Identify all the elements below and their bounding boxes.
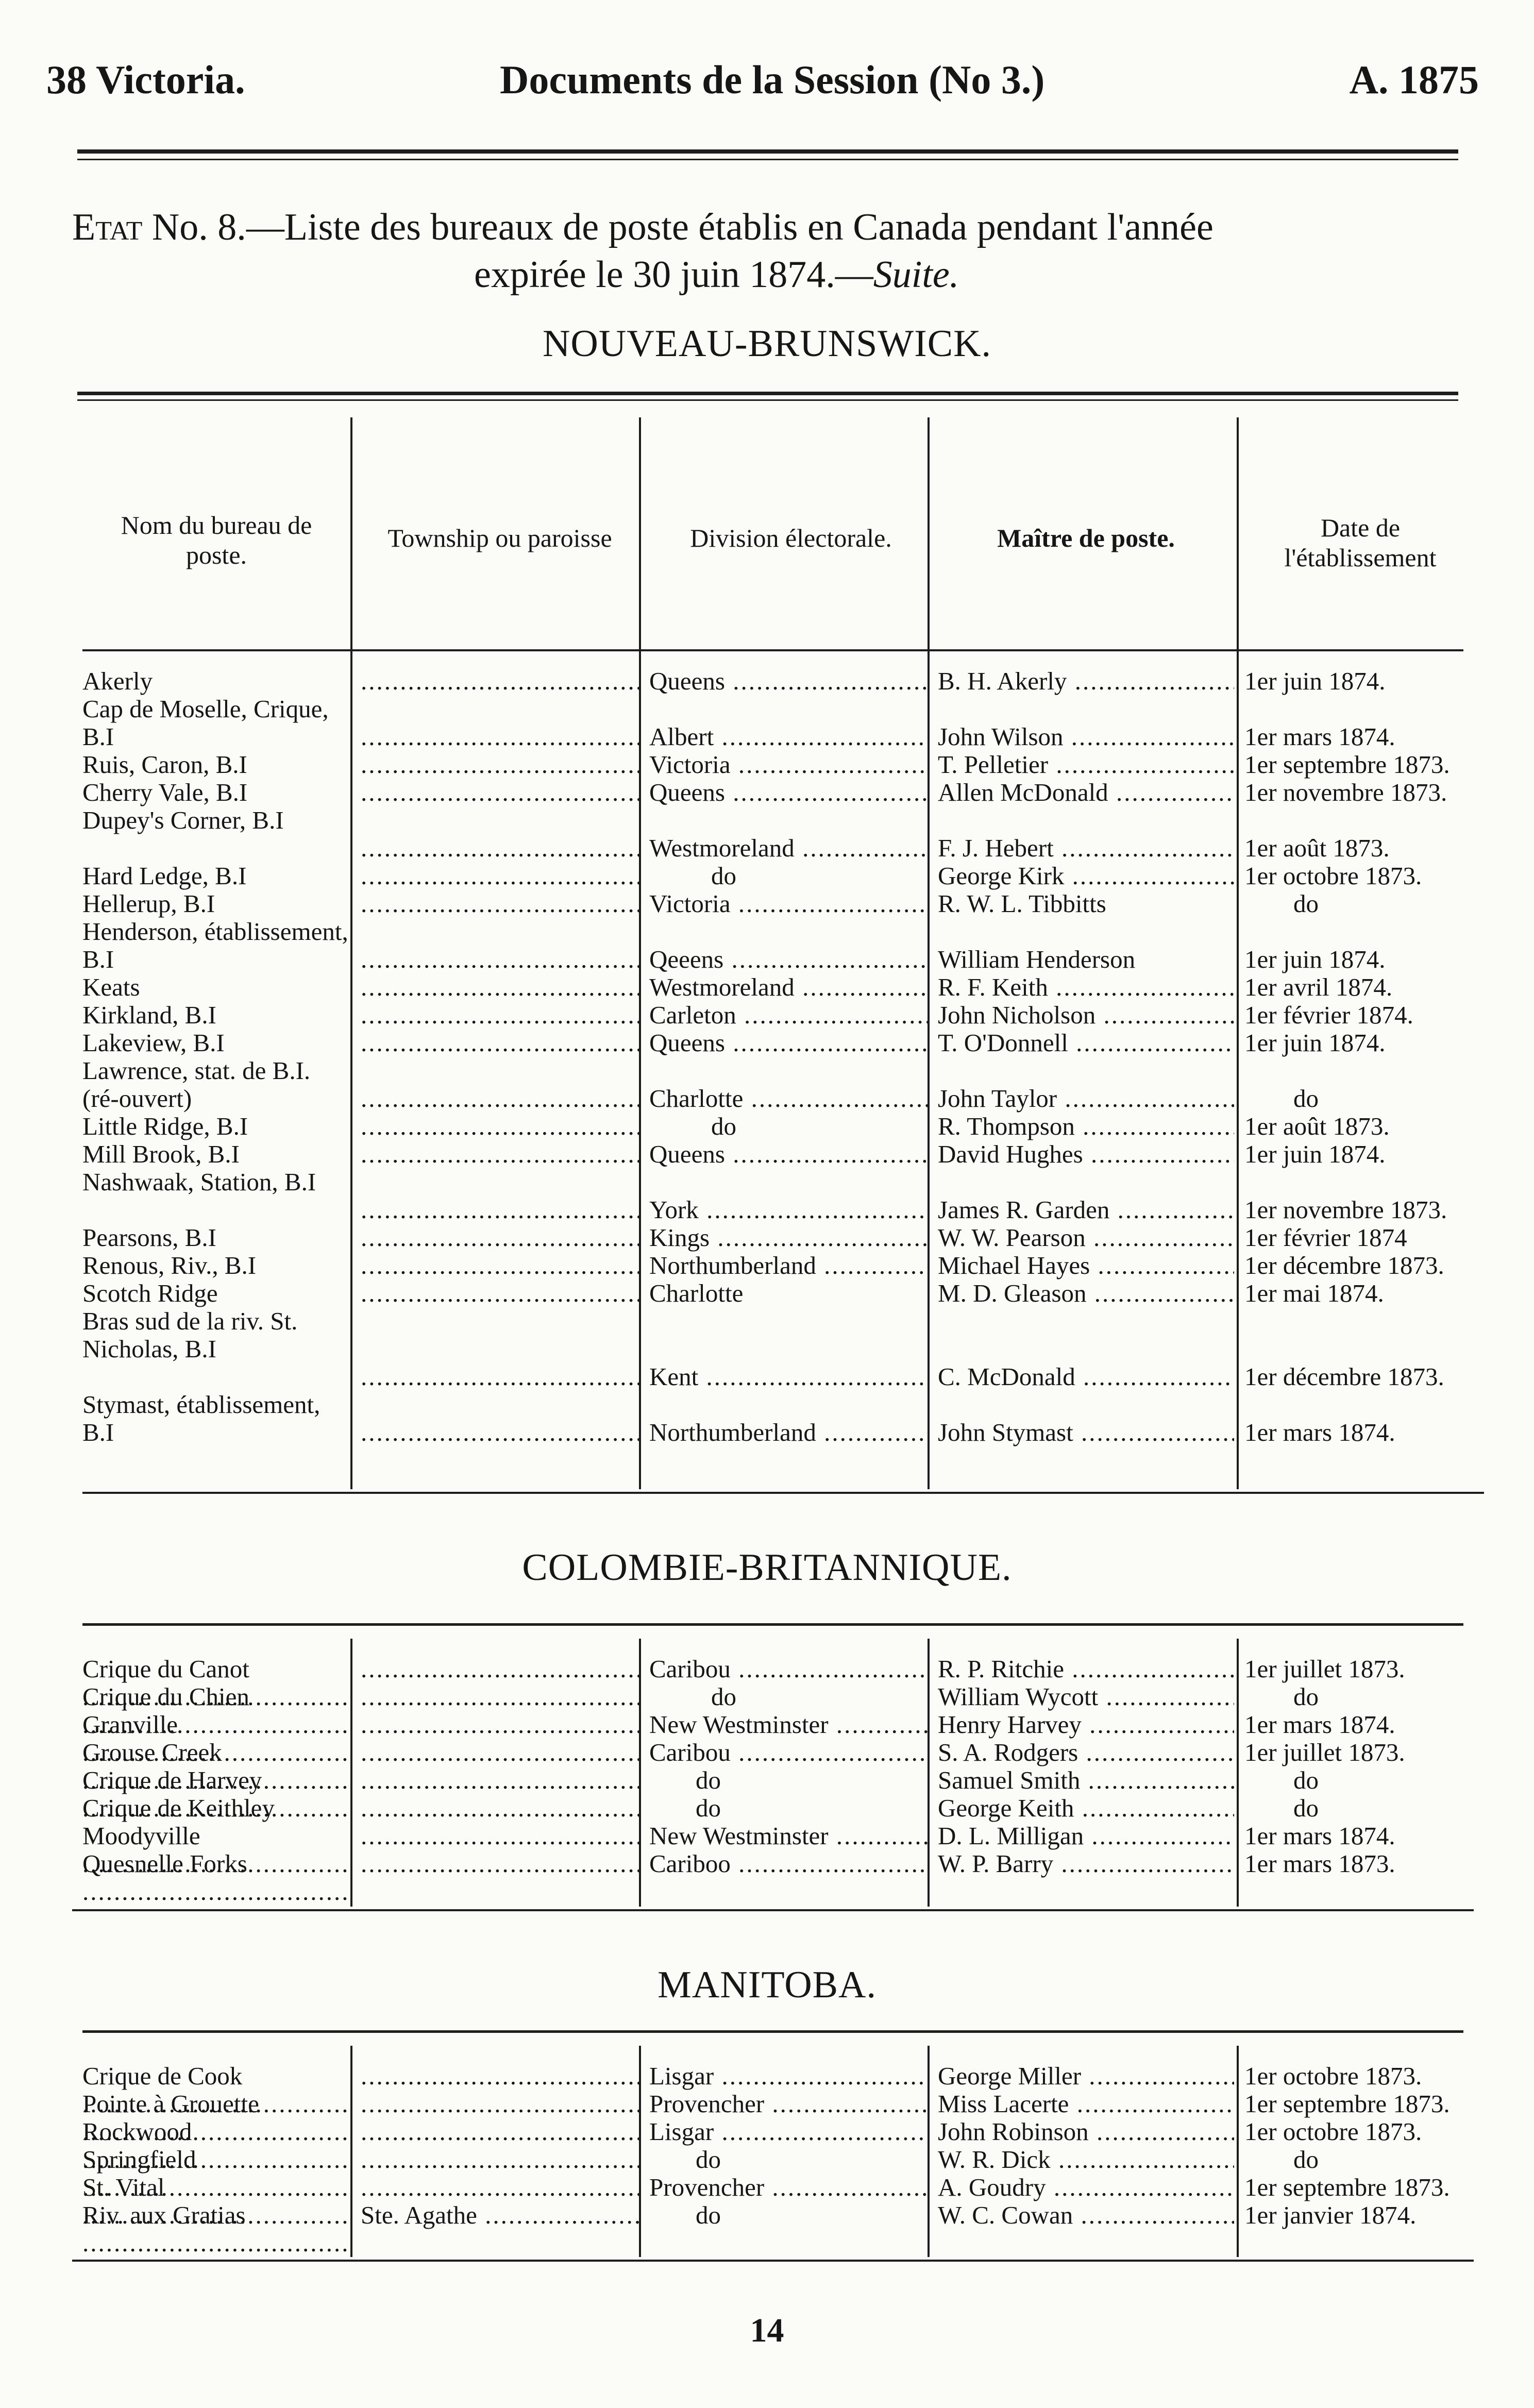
cell-name: Little Ridge, B.I <box>82 1113 248 1140</box>
header-rule-thin <box>77 159 1458 160</box>
cell-township <box>361 973 639 1001</box>
cell-name: Nashwaak, Station, B.I <box>82 1168 316 1196</box>
cell-postmaster: George Miller ..... <box>938 2062 1234 2090</box>
cell-name: Quesnelle Forks ..... <box>82 1850 350 1906</box>
cell-division: Albert ..... <box>649 723 928 751</box>
cell-division: New Westminster ..... <box>649 1711 928 1739</box>
cell-postmaster: R. Thompson ..... <box>938 1113 1234 1140</box>
cell-township <box>361 779 639 806</box>
etat-title-2: expirée le 30 juin 1874.— <box>474 254 873 296</box>
col-divider <box>928 417 930 1489</box>
cell-name: Ruis, Caron, B.I <box>82 751 247 779</box>
section-rule <box>77 399 1458 401</box>
cell-division: Charlotte ..... <box>649 1085 928 1113</box>
cell-postmaster: R. P. Ritchie ..... <box>938 1655 1234 1683</box>
col-divider <box>1237 417 1239 1489</box>
cell-township <box>361 1196 639 1224</box>
cell-postmaster: Henry Harvey ..... <box>938 1711 1234 1739</box>
cell-name: Crique du Chien ..... <box>82 1683 350 1739</box>
cell-name: Hellerup, B.I <box>82 890 215 918</box>
header-right: A. 1875 <box>1349 57 1479 102</box>
cell-division: Qeeens ..... <box>649 946 928 973</box>
cell-date: 1er septembre 1873. <box>1244 2090 1450 2118</box>
cell-name: Crique de Keithley <box>82 1794 275 1822</box>
col-divider <box>639 2046 641 2257</box>
cell-division: Queens ..... <box>649 1140 928 1168</box>
cell-date: 1er janvier 1874. <box>1244 2201 1417 2229</box>
cell-date: 1er octobre 1873. <box>1244 2118 1422 2146</box>
cell-division: do <box>696 1766 721 1794</box>
col-divider <box>1237 2046 1239 2257</box>
cell-township <box>361 2062 639 2090</box>
cell-township <box>361 2118 639 2146</box>
section-title-colombie-britannique: COLOMBIE-BRITANNIQUE. <box>522 1546 1012 1589</box>
cell-name: Crique de Harvey ..... <box>82 1766 350 1822</box>
cell-division: Carleton ..... <box>649 1001 928 1029</box>
cell-date: 1er juin 1874. <box>1244 1140 1386 1168</box>
cell-division: Victoria ..... <box>649 890 928 918</box>
section-title-nouveau-brunswick: NOUVEAU-BRUNSWICK. <box>542 323 992 365</box>
cell-township <box>361 1140 639 1168</box>
cell-division: Victoria ..... <box>649 751 928 779</box>
cell-date: 1er mars 1874. <box>1244 1711 1395 1739</box>
cell-postmaster: S. A. Rodgers ..... <box>938 1739 1234 1766</box>
cell-date: do <box>1293 1794 1319 1822</box>
cell-date: 1er octobre 1873. <box>1244 2062 1422 2090</box>
cell-date: 1er mars 1873. <box>1244 1850 1395 1878</box>
cell-date: 1er décembre 1873. <box>1244 1252 1444 1279</box>
cell-date: do <box>1293 1766 1319 1794</box>
cell-name: Mill Brook, B.I <box>82 1140 240 1168</box>
cell-postmaster: William Wycott ..... <box>938 1683 1234 1711</box>
table-top-rule <box>82 1623 1463 1626</box>
cell-postmaster: C. McDonald ..... <box>938 1363 1234 1391</box>
cell-postmaster: Samuel Smith ..... <box>938 1766 1234 1794</box>
cell-township <box>361 834 639 862</box>
cell-township <box>361 1766 639 1794</box>
cell-date: do <box>1293 2146 1319 2174</box>
cell-postmaster: R. F. Keith ..... <box>938 973 1234 1001</box>
cell-township <box>361 1794 639 1822</box>
header-bottom-rule <box>82 649 1463 651</box>
cell-division: Provencher ..... <box>649 2174 928 2201</box>
cell-postmaster: George Kirk ..... <box>938 862 1234 890</box>
cell-name: Springfield ..... <box>82 2146 350 2201</box>
cell-name: Hard Ledge, B.I <box>82 862 247 890</box>
table-nouveau-brunswick <box>82 407 1463 1494</box>
cell-township <box>361 1085 639 1113</box>
cell-name: Riv. aux Gratias ..... <box>82 2201 350 2257</box>
cell-township <box>361 1739 639 1766</box>
cell-postmaster: John Taylor ..... <box>938 1085 1234 1113</box>
cell-date: 1er juin 1874. <box>1244 667 1386 695</box>
cell-division: do <box>711 1683 736 1711</box>
cell-postmaster: Allen McDonald ..... <box>938 779 1234 806</box>
col-head-division: Division électorale. <box>690 524 892 552</box>
cell-date: 1er mai 1874. <box>1244 1279 1384 1307</box>
cell-township <box>361 1363 639 1391</box>
cell-name: Renous, Riv., B.I <box>82 1252 257 1279</box>
table-colombie-britannique <box>82 1623 1463 1912</box>
cell-postmaster: John Robinson ..... <box>938 2118 1234 2146</box>
cell-date: 1er novembre 1873. <box>1244 1196 1447 1224</box>
etat-label: Etat <box>72 206 143 248</box>
cell-division: Kent ..... <box>649 1363 928 1391</box>
cell-division: Charlotte <box>649 1279 744 1307</box>
cell-postmaster: W. C. Cowan ..... <box>938 2201 1234 2229</box>
cell-division: Westmoreland ..... <box>649 973 928 1001</box>
cell-date: 1er février 1874 <box>1244 1224 1407 1252</box>
cell-division: Provencher ..... <box>649 2090 928 2118</box>
cell-name: Bras sud de la riv. St. Nicholas, B.I <box>82 1307 298 1363</box>
cell-date: 1er février 1874. <box>1244 1001 1413 1029</box>
cell-township <box>361 1252 639 1279</box>
cell-township <box>361 667 639 695</box>
cell-division: Caribou ..... <box>649 1739 928 1766</box>
cell-township <box>361 1113 639 1140</box>
cell-township <box>361 1001 639 1029</box>
cell-date: 1er novembre 1873. <box>1244 779 1447 806</box>
cell-date: 1er mars 1874. <box>1244 1822 1395 1850</box>
cell-name: Granville ..... <box>82 1711 350 1766</box>
cell-postmaster: A. Goudry ..... <box>938 2174 1234 2201</box>
table-top-rule <box>82 2030 1463 2033</box>
cell-township: Ste. Agathe ..... <box>361 2201 639 2229</box>
table-bottom-rule <box>72 1909 1474 1911</box>
cell-postmaster: James R. Garden ..... <box>938 1196 1234 1224</box>
cell-division: Queens ..... <box>649 667 928 695</box>
cell-postmaster: John Wilson ..... <box>938 723 1234 751</box>
cell-division: New Westminster ..... <box>649 1822 928 1850</box>
cell-date: 1er octobre 1873. <box>1244 862 1422 890</box>
cell-date: 1er juillet 1873. <box>1244 1739 1405 1766</box>
cell-name: Rockwood ..... <box>82 2118 350 2174</box>
cell-township <box>361 2090 639 2118</box>
table-caption <box>72 204 1494 298</box>
running-header <box>46 57 1479 119</box>
cell-name: Crique de Cook ..... <box>82 2062 350 2118</box>
cell-postmaster: D. L. Milligan ..... <box>938 1822 1234 1850</box>
section-title-manitoba: MANITOBA. <box>658 1964 876 2006</box>
cell-division: Caribou ..... <box>649 1655 928 1683</box>
cell-township <box>361 946 639 973</box>
col-head-township: Township ou paroisse <box>387 524 612 552</box>
cell-postmaster: William Henderson <box>938 946 1136 973</box>
cell-postmaster: W. R. Dick ..... <box>938 2146 1234 2174</box>
cell-division: Northumberland ..... <box>649 1252 928 1279</box>
cell-name: Kirkland, B.I <box>82 1001 216 1029</box>
header-center: Documents de la Session (No 3.) <box>500 57 1045 102</box>
cell-name: Pointe à Grouette ..... <box>82 2090 350 2146</box>
cell-division: Lisgar ..... <box>649 2062 928 2090</box>
cell-township <box>361 890 639 918</box>
cell-township <box>361 2174 639 2201</box>
col-divider <box>639 417 641 1489</box>
cell-division: Northumberland ..... <box>649 1419 928 1446</box>
cell-name: Crique du Canot ..... <box>82 1655 350 1711</box>
cell-division: York ..... <box>649 1196 928 1224</box>
col-head-name: Nom du bureau de poste. <box>121 511 312 569</box>
cell-date: 1er mars 1874. <box>1244 723 1395 751</box>
cell-division: Queens ..... <box>649 779 928 806</box>
cell-division: Cariboo ..... <box>649 1850 928 1878</box>
col-divider <box>350 1639 352 1907</box>
cell-division: do <box>711 1113 736 1140</box>
cell-township <box>361 1655 639 1683</box>
table-manitoba <box>82 2030 1463 2267</box>
cell-name: Moodyville ..... <box>82 1822 350 1878</box>
cell-name: Keats <box>82 973 140 1001</box>
cell-township <box>361 1850 639 1878</box>
cell-date: 1er septembre 1873. <box>1244 2174 1450 2201</box>
cell-postmaster: Miss Lacerte ..... <box>938 2090 1234 2118</box>
cell-postmaster: F. J. Hebert ..... <box>938 834 1234 862</box>
cell-township <box>361 1029 639 1057</box>
cell-postmaster: John Nicholson ..... <box>938 1001 1234 1029</box>
cell-division: do <box>696 2201 721 2229</box>
cell-township <box>361 1279 639 1307</box>
cell-postmaster: George Keith ..... <box>938 1794 1234 1822</box>
cell-postmaster: Michael Hayes ..... <box>938 1252 1234 1279</box>
cell-township <box>361 1224 639 1252</box>
cell-township <box>361 1822 639 1850</box>
cell-name: Henderson, établissement, B.I <box>82 918 348 973</box>
cell-name: Lakeview, B.I <box>82 1029 225 1057</box>
col-divider <box>1237 1639 1239 1907</box>
cell-name: Lawrence, stat. de B.I. (ré-ouvert) <box>82 1057 311 1113</box>
cell-postmaster: David Hughes ..... <box>938 1140 1234 1168</box>
cell-date: do <box>1293 1683 1319 1711</box>
cell-name: Cap de Moselle, Crique, B.I <box>82 695 329 751</box>
cell-postmaster: M. D. Gleason ..... <box>938 1279 1234 1307</box>
cell-division: do <box>696 1794 721 1822</box>
cell-postmaster: T. O'Donnell ..... <box>938 1029 1234 1057</box>
cell-date: do <box>1293 1085 1319 1113</box>
cell-township <box>361 723 639 751</box>
cell-name: Grouse Creek ..... <box>82 1739 350 1794</box>
cell-township <box>361 2146 639 2174</box>
cell-date: 1er avril 1874. <box>1244 973 1393 1001</box>
cell-date: 1er juin 1874. <box>1244 1029 1386 1057</box>
page-number: 14 <box>750 2312 784 2349</box>
cell-township <box>361 1419 639 1446</box>
cell-division: Lisgar ..... <box>649 2118 928 2146</box>
cell-date: 1er mars 1874. <box>1244 1419 1395 1446</box>
cell-name: St. Vital ..... <box>82 2174 350 2229</box>
etat-suite: Suite. <box>873 254 959 296</box>
col-head-postmaster: Maître de poste. <box>997 524 1175 552</box>
cell-name: Cherry Vale, B.I <box>82 779 248 806</box>
cell-date: 1er décembre 1873. <box>1244 1363 1444 1391</box>
cell-township <box>361 1683 639 1711</box>
cell-postmaster: B. H. Akerly ..... <box>938 667 1234 695</box>
cell-date: 1er juillet 1873. <box>1244 1655 1405 1683</box>
cell-name: Dupey's Corner, B.I <box>82 806 284 834</box>
col-divider <box>639 1639 641 1907</box>
cell-date: 1er septembre 1873. <box>1244 751 1450 779</box>
etat-title-1: —Liste des bureaux de poste établis en Canada pendant l'année <box>246 206 1213 248</box>
col-divider <box>350 417 352 1489</box>
cell-division: do <box>711 862 736 890</box>
cell-township <box>361 862 639 890</box>
cell-division: Westmoreland ..... <box>649 834 928 862</box>
cell-date: 1er août 1873. <box>1244 1113 1390 1140</box>
header-left: 38 Victoria. <box>46 57 245 102</box>
cell-postmaster: John Stymast ..... <box>938 1419 1234 1446</box>
cell-postmaster: W. P. Barry ..... <box>938 1850 1234 1878</box>
cell-postmaster: W. W. Pearson ..... <box>938 1224 1234 1252</box>
cell-postmaster: T. Pelletier ..... <box>938 751 1234 779</box>
col-divider <box>350 2046 352 2257</box>
section-rule <box>77 392 1458 395</box>
cell-name: Scotch Ridge <box>82 1279 218 1307</box>
col-head-date: Date de l'établissement <box>1284 513 1437 572</box>
cell-division: Queens ..... <box>649 1029 928 1057</box>
header-rule-thick <box>77 149 1458 154</box>
cell-date: do <box>1293 890 1319 918</box>
table-bottom-rule <box>72 2260 1474 2262</box>
cell-name: Pearsons, B.I <box>82 1224 216 1252</box>
cell-township <box>361 751 639 779</box>
etat-number: No. 8. <box>151 206 246 248</box>
cell-date: 1er juin 1874. <box>1244 946 1386 973</box>
table-bottom-rule <box>82 1492 1484 1494</box>
cell-name: Akerly <box>82 667 153 695</box>
cell-postmaster: R. W. L. Tibbitts <box>938 890 1106 918</box>
cell-division: do <box>696 2146 721 2174</box>
cell-date: 1er août 1873. <box>1244 834 1390 862</box>
cell-name: Stymast, établissement, B.I <box>82 1391 321 1446</box>
cell-division: Kings ..... <box>649 1224 928 1252</box>
cell-township <box>361 1711 639 1739</box>
